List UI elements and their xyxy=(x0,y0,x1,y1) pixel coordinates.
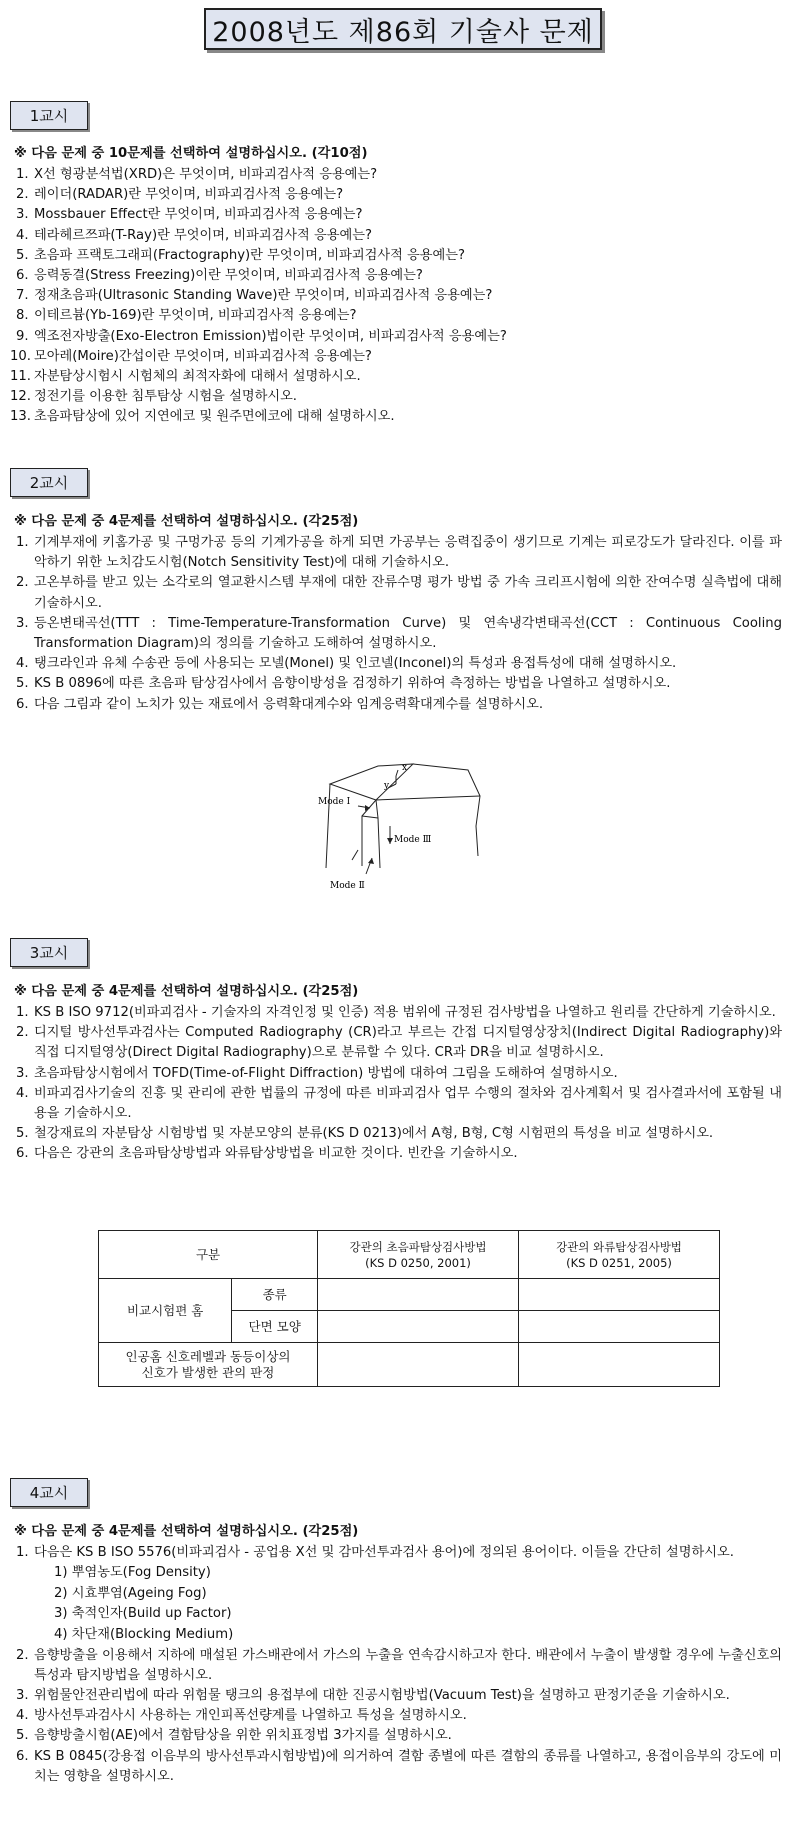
question-item: 3. 초음파탐상시험에서 TOFD(Time-of-Flight Diffraction) 방법에 대하여 그림을 도해하여 설명하시오. xyxy=(16,1065,618,1081)
session-label: 3교시 xyxy=(10,938,88,967)
sub-item: 4) 차단재(Blocking Medium) xyxy=(54,1626,234,1642)
question-item: 4. 비파괴검사기술의 진흥 및 관리에 관한 법률의 규정에 따른 비파괴검사 업무 수행의 절차와 검사계획서 및 검사결과서에 포함될 내용을 기술하시오. xyxy=(16,1085,782,1122)
question-item: 2. 디지털 방사선투과검사는 Computed Radiography (CR)라고 부르는 간접 디지털영상장치(Indirect Digital Radiography)와 직접 디지털영상(Direct Digital Radiography)으로 분류할 수 있다. CR과 DR을 비교 설명하시오. xyxy=(16,1025,782,1061)
question-item: 5. 초음파 프랙토그래피(Fractography)란 무엇이며, 비파괴검사적 응용예는? xyxy=(16,247,466,263)
question-list xyxy=(8,1543,788,1787)
row-sublabel-section: 단면 모양 xyxy=(232,1311,318,1343)
session-label: 4교시 xyxy=(10,1478,88,1507)
question-item: 3. 등온변태곡선(TTT : Time-Temperature-Transformation Curve) 및 연속냉각변태곡선(CCT : Continuous Cooling Transformation Diagram)의 정의를 기술하고 도해하여 설명하시오. xyxy=(16,615,782,652)
session-3 xyxy=(8,938,788,1165)
question-item: 2. 레이더(RADAR)란 무엇이며, 비파괴검사적 응용예는? xyxy=(16,187,344,203)
question-item: 10. 모아레(Moire)간섭이란 무엇이며, 비파괴검사적 응용예는? xyxy=(10,348,372,364)
notch-base xyxy=(362,816,378,818)
session-2 xyxy=(8,468,788,715)
comparison-table xyxy=(98,1230,720,1387)
question-item: 6. 다음은 강관의 초음파탐상방법과 와류탐상방법을 비교한 것이다. 빈칸을 기술하시오. xyxy=(16,1146,518,1162)
row-label-specimen: 비교시험편 홈 xyxy=(99,1279,232,1343)
axis-x-label: x xyxy=(402,763,408,773)
blank-cell xyxy=(519,1343,720,1387)
question-item: 5. 음향방출시험(AE)에서 결함탐상을 위한 위치표정법 3가지를 설명하시오. xyxy=(16,1728,452,1744)
question-item: 5. 철강재료의 자분탐상 시험방법 및 자분모양의 분류(KS D 0213)에서 A형, B형, C형 시험편의 특성을 비교 설명하시오. xyxy=(16,1126,714,1142)
blank-cell xyxy=(318,1311,519,1343)
notch-left xyxy=(362,800,376,866)
table-row xyxy=(99,1279,720,1311)
session-instruction: ※ 다음 문제 중 10문제를 선택하여 설명하십시오. (각10점) xyxy=(14,146,368,161)
question-item: 2. 고온부하를 받고 있는 소각로의 열교환시스템 부재에 대한 잔류수명 평가 방법 중 가속 크리프시험에 의한 잔여수명 실측법에 대해 기술하시오. xyxy=(16,575,782,611)
notch-right xyxy=(376,800,380,868)
question-item: 8. 이테르븀(Yb-169)란 무엇이며, 비파괴검사적 응용예는? xyxy=(16,308,357,324)
left-block-top xyxy=(330,764,413,800)
question-item: 13. 초음파탐상에 있어 지연에코 및 원주면에코에 대해 설명하시오. xyxy=(10,409,395,425)
question-item: 12. 정전기를 이용한 침투탐상 시험을 설명하시오. xyxy=(10,389,298,405)
question-item: 1. KS B ISO 9712(비파괴검사 - 기술자의 자격인정 및 인증) 적용 범위에 규정된 검사방법을 나열하고 원리를 간단하게 기술하시오. xyxy=(16,1005,776,1020)
question-item: 5. KS B 0896에 따른 초음파 탐상검사에서 음향이방성을 검정하기 위하여 측정하는 방법을 나열하고 설명하시오. xyxy=(16,676,671,692)
mode1-label: Mode Ⅰ xyxy=(318,797,351,807)
crack-front-line xyxy=(376,796,480,800)
axis-y-label: y xyxy=(384,781,390,791)
table-row xyxy=(99,1343,720,1387)
session-4 xyxy=(8,1478,788,1787)
question-item: 11. 자분탐상시험시 시험체의 최적자화에 대해서 설명하시오. xyxy=(10,369,361,385)
blank-cell xyxy=(318,1279,519,1311)
question-list xyxy=(8,165,788,428)
session-instruction: ※ 다음 문제 중 4문제를 선택하여 설명하십시오. (각25점) xyxy=(14,514,359,529)
blank-cell xyxy=(519,1311,720,1343)
question-item: 6. 응력동결(Stress Freezing)이란 무엇이며, 비파괴검사적 응용예는? xyxy=(16,268,423,284)
axis-z xyxy=(396,770,398,776)
question-item: 1. 기계부재에 키홈가공 및 구멍가공 등의 기계가공을 하게 되면 가공부는 응력집중이 생기므로 기계는 피로강도가 달라진다. 이를 파악하기 위한 노치감도시험(Notch Sensitivity Test)에 대해 기술하시오. xyxy=(16,535,782,571)
session-1 xyxy=(8,101,788,428)
blank-cell xyxy=(519,1279,720,1311)
page-title: 2008년도 제86회 기술사 문제 xyxy=(204,8,602,50)
question-item: 1. X선 형광분석법(XRD)은 무엇이며, 비파괴검사적 응용예는? xyxy=(16,167,378,182)
session-label: 2교시 xyxy=(10,468,88,497)
fracture-mode-figure xyxy=(318,756,486,892)
question-item: 4. 탱크라인과 유체 수송관 등에 사용되는 모넬(Monel) 및 인코넬(Inconel)의 특성과 용접특성에 대해 설명하시오. xyxy=(16,656,677,672)
question-item: 6. KS B 0845(강용접 이음부의 방사선투과시험방법)에 의거하여 결함 종별에 따른 결함의 종류를 나열하고, 용접이음부의 강도에 미치는 영향을 설명하시오. xyxy=(16,1748,782,1784)
mode2-arrow-b xyxy=(352,850,358,860)
question-item: 4. 방사선투과검사시 사용하는 개인피폭선량계를 나열하고 특성을 설명하시오. xyxy=(16,1708,467,1724)
mode2-arrowhead xyxy=(368,858,374,864)
question-item: 3. 위험물안전관리법에 따라 위험물 탱크의 용접부에 대한 진공시험방법(Vacuum Test)을 설명하고 판정기준을 기술하시오. xyxy=(16,1687,730,1703)
sub-item: 2) 시효뿌염(Ageing Fog) xyxy=(54,1585,207,1601)
header-et: 강관의 와류탐상검사방법 (KS D 0251, 2005) xyxy=(519,1231,720,1279)
table-header-row xyxy=(99,1231,720,1279)
question-item: 3. Mossbauer Effect란 무엇이며, 비파괴검사적 응용예는? xyxy=(16,207,363,223)
header-category: 구분 xyxy=(99,1231,318,1279)
question-item: 9. 엑조전자방출(Exo-Electron Emission)법이란 무엇이며, 비파괴검사적 응용예는? xyxy=(16,328,507,344)
mode3-label: Mode Ⅲ xyxy=(394,835,432,845)
header-ut: 강관의 초음파탐상검사방법 (KS D 0250, 2001) xyxy=(318,1231,519,1279)
row-label-judgement: 인공홈 신호레벨과 동등이상의 신호가 발생한 관의 판정 xyxy=(99,1343,318,1387)
mode3-arrowhead xyxy=(387,838,393,844)
row-sublabel-type: 종류 xyxy=(232,1279,318,1311)
question-item: 7. 정재초음파(Ultrasonic Standing Wave)란 무엇이며, 비파괴검사적 응용예는? xyxy=(16,288,493,304)
sub-item: 3) 축적인자(Build up Factor) xyxy=(54,1606,232,1622)
blank-cell xyxy=(318,1343,519,1387)
question-list xyxy=(8,533,788,715)
question-item: 6. 다음 그림과 같이 노치가 있는 재료에서 응력확대계수와 임계응력확대계수를 설명하시오. xyxy=(16,696,544,712)
question-item: 2. 음향방출을 이용해서 지하에 매설된 가스배관에서 가스의 누출을 연속감시하고자 한다. 배관에서 누출이 발생할 경우에 누출신호의 특성과 탐지방법을 설명하시오. xyxy=(16,1647,782,1683)
question-item: 4. 테라헤르쯔파(T-Ray)란 무엇이며, 비파괴검사적 응용예는? xyxy=(16,227,372,243)
question-list xyxy=(8,1003,788,1165)
sub-item: 1) 뿌염농도(Fog Density) xyxy=(54,1565,211,1581)
session-instruction: ※ 다음 문제 중 4문제를 선택하여 설명하십시오. (각25점) xyxy=(14,1524,359,1539)
question-item: 1. 다음은 KS B ISO 5576(비파괴검사 - 공업용 X선 및 감마선투과검사 용어)에 정의된 용어이다. 이들을 간단히 설명하시오. 1) 뿌염농도(Fog Density) 2) 시효뿌염(Ageing Fog) 3) 축적인자(Build up Factor) 4) 차단재(Blocking Medium) xyxy=(8,1543,782,1646)
mode2-label: Mode Ⅱ xyxy=(330,881,365,891)
session-instruction: ※ 다음 문제 중 4문제를 선택하여 설명하십시오. (각25점) xyxy=(14,984,359,999)
session-label: 1교시 xyxy=(10,101,88,130)
